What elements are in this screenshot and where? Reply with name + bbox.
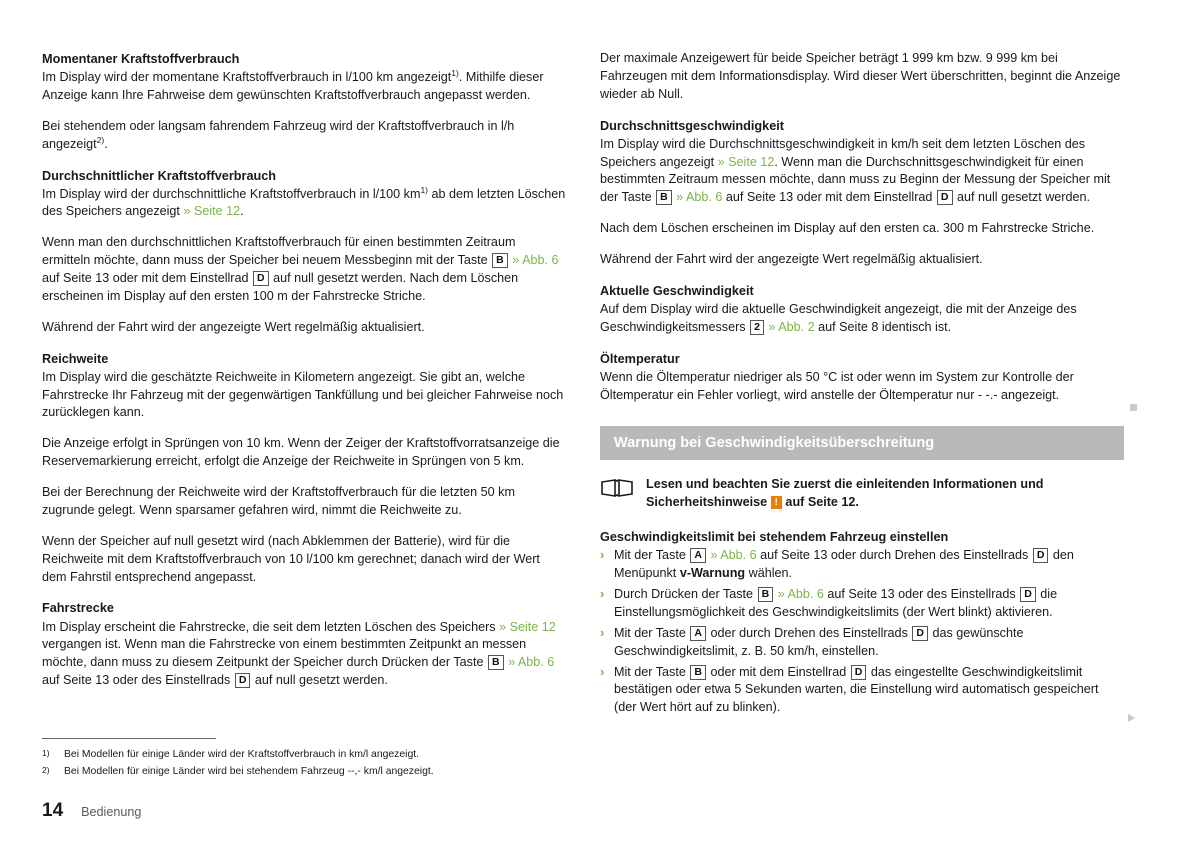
section-heading: Durchschnittlicher Kraftstoffverbrauch	[42, 168, 277, 183]
section-heading: Öltemperatur	[600, 351, 680, 366]
body-paragraph: Bei stehendem oder langsam fahrendem Fahrzeug wird der Kraftstoffverbrauch in l/h angezeigt$^{2)}$.	[42, 118, 515, 151]
section-heading: Fahrstrecke	[42, 601, 114, 616]
footnote-text: Bei Modellen für einige Länder wird der Kraftstoffverbrauch in km/l angezeigt.	[64, 749, 420, 760]
safety-note-text: Lesen und beachten Sie zuerst die einleitenden Informationen und Sicherheitshinweise ! auf Seite 12.	[646, 477, 1044, 510]
list-item: › Durch Drücken der Taste B » Abb. 6 auf Seite 13 oder des Einstellrads D die Einstellungsmöglichkeit des Geschwindigkeitslimits (der Wert blinkt) aktivieren.	[600, 586, 1124, 622]
page-number: 14	[42, 800, 64, 821]
section-heading: Aktuelle Geschwindigkeit	[600, 283, 754, 298]
footnote-rule	[42, 738, 216, 739]
body-paragraph: Während der Fahrt wird der angezeigte Wert regelmäßig aktualisiert.	[42, 319, 425, 334]
body-paragraph: Bei der Berechnung der Reichweite wird der Kraftstoffverbrauch für die letzten 50 km zugrunde gelegt. Wenn sparsamer gefahren wird, nimmt die Reichweite zu.	[42, 485, 515, 517]
page-footer	[42, 800, 141, 822]
body-paragraph: Der maximale Anzeigewert für beide Speicher beträgt 1 999 km bzw. 9 999 km bei Fahrzeugen mit dem Informationsdisplay. Wird dieser Wert überschritten, beginnt die Anzeige wieder ab Null.	[600, 51, 1121, 101]
body-paragraph: Nach dem Löschen erscheinen im Display auf den ersten ca. 300 m Fahrstrecke Striche.	[600, 221, 1095, 236]
margin-triangle-marker	[1128, 714, 1135, 722]
list-item: › Mit der Taste A oder durch Drehen des Einstellrads D das gewünschte Geschwindigkeitslimit, z. B. 50 km/h, einstellen.	[600, 625, 1124, 661]
body-paragraph: Während der Fahrt wird der angezeigte Wert regelmäßig aktualisiert.	[600, 252, 983, 267]
instruction-list	[600, 547, 1124, 717]
section-heading: Reichweite	[42, 351, 109, 366]
body-paragraph: Wenn die Öltemperatur niedriger als 50 °C ist oder wenn im System zur Kontrolle der Öltemperatur ein Fehler vorliegt, wird anstelle der Öltemperatur nur - -.- angezeigt.	[600, 369, 1074, 402]
left-column	[42, 50, 566, 703]
body-paragraph: Im Display erscheint die Fahrstrecke, die seit dem letzten Löschen des Speichers » Seite 12 vergangen ist. Wenn man die Fahrstrecke von einem bestimmten Zeitpunkt an messen möchte, dann muss zu diesem Zeitpunkt der Speicher durch Drücken der Taste B » Abb. 6 auf Seite 13 oder des Einstellrads D auf null gesetzt werden.	[42, 619, 556, 688]
footer-section-title: Bedienung	[81, 805, 142, 819]
safety-note	[600, 476, 1124, 512]
body-paragraph: Im Display wird der durchschnittliche Kraftstoffverbrauch in l/100 $km^{1)}$ ab dem letzten Löschen des Speichers angezeigt » Seite 12.	[42, 184, 566, 219]
footnote-marker-text: 2)	[42, 765, 50, 776]
body-paragraph: Im Display wird die Durchschnittsgeschwindigkeit in km/h seit dem letzten Löschen des Speichers angezeigt » Seite 12. Wenn man die Durchschnittsgeschwindigkeit für einen bestimmten Zeitraum messen möchte, dann muss zu Beginn der Messung der Speicher mit der Taste B » Abb. 6 auf Seite 13 oder mit dem Einstellrad D auf null gesetzt werden.	[600, 136, 1111, 205]
body-paragraph: Wenn man den durchschnittlichen Kraftstoffverbrauch für einen bestimmten Zeitraum ermitteln möchte, dann muss der Speicher bei neuem Messbeginn mit der Taste B » Abb. 6 auf Seite 13 oder mit dem Einstellrad D auf null gesetzt werden. Nach dem Löschen erscheinen im Display auf den ersten 100 m der Fahrstrecke Striche.	[42, 235, 559, 303]
sub-heading: Geschwindigkeitslimit bei stehendem Fahrzeug einstellen	[600, 530, 949, 545]
footnote-marker	[42, 747, 64, 763]
body-paragraph: Im Display wird der momentane Kraftstoffverbrauch in l/100 km angezeigt$^{1)}$. Mithilfe dieser Anzeige kann Ihre Fahrweise dem gewünschten Kraftstoffverbrauch angepasst werden.	[42, 67, 544, 102]
footnote-text: Bei Modellen für einige Länder wird bei stehendem Fahrzeug --,- km/l angezeigt.	[64, 766, 434, 778]
body-paragraph: Im Display wird die geschätzte Reichweite in Kilometern angezeigt. Sie gibt an, welche Fahrstrecke Ihr Fahrzeug mit der gegenwärtigen Tankfüllung und bei gleicher Fahrweise noch zurücklegen kann.	[42, 369, 564, 420]
footnote-item	[42, 764, 566, 780]
section-band-title: Warnung bei Geschwindigkeitsüberschreitung	[600, 426, 1124, 460]
section-heading: Momentaner Kraftstoffverbrauch	[42, 52, 240, 66]
book-icon	[600, 476, 634, 503]
footnote-marker	[42, 764, 64, 780]
list-item: › Mit der Taste A » Abb. 6 auf Seite 13 oder durch Drehen des Einstellrads D den Menüpunkt v-Warnung wählen.	[600, 547, 1124, 583]
body-paragraph: Wenn der Speicher auf null gesetzt wird (nach Abklemmen der Batterie), wird für die Reichweite mit dem Kraftstoffverbrauch von 10 l/100 km gerechnet; danach wird der Wert dem Fahrstil entsprechend angepasst.	[42, 533, 540, 584]
margin-square-marker	[1130, 404, 1137, 411]
footnotes	[42, 738, 566, 781]
section-heading: Durchschnittsgeschwindigkeit	[600, 118, 784, 133]
footnote-item	[42, 747, 566, 763]
footnote-marker-text: 1)	[42, 748, 50, 758]
body-paragraph: Die Anzeige erfolgt in Sprüngen von 10 km. Wenn der Zeiger der Kraftstoffvorratsanzeige die Reservemarkierung erreicht, erfolgt die Anzeige der Reichweite in Sprüngen von 5 km.	[42, 436, 560, 469]
body-paragraph: Auf dem Display wird die aktuelle Geschwindigkeit angezeigt, die mit der Anzeige des Geschwindigkeitsmessers 2 » Abb. 2 auf Seite 8 identisch ist.	[600, 301, 1077, 334]
right-column	[600, 50, 1124, 720]
list-item: › Mit der Taste B oder mit dem Einstellrad D das eingestellte Geschwindigkeitslimit bestätigen oder etwa 5 Sekunden warten, die Einstellung wird automatisch gespeichert (der Wert hört auf zu blinken).	[600, 664, 1124, 718]
